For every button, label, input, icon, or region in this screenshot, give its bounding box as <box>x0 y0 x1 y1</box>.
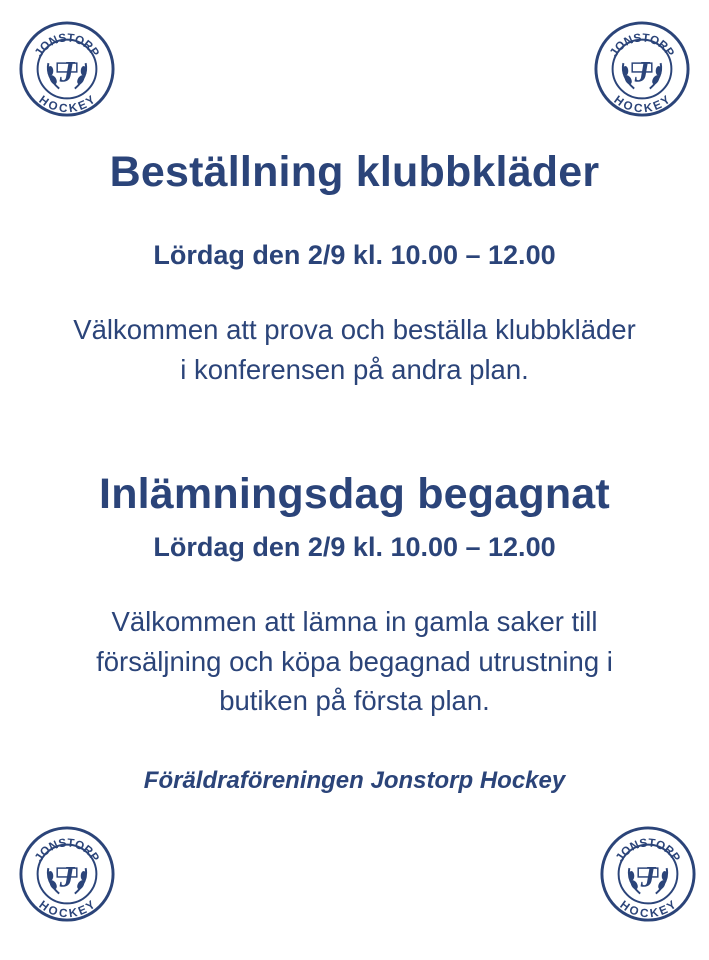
section1-datetime: Lördag den 2/9 kl. 10.00 – 12.00 <box>153 240 556 270</box>
section2-title: Inlämningsdag begagnat <box>99 470 610 518</box>
logo-emblem-icon <box>18 825 116 923</box>
svg-text:HOCKEY: HOCKEY <box>617 898 679 921</box>
logo-emblem-icon <box>593 20 691 118</box>
svg-text:JONSTORP: JONSTORP <box>613 836 683 865</box>
svg-text:J: J <box>59 861 75 894</box>
svg-text:J: J <box>59 56 75 89</box>
jonstorp-hockey-logo <box>18 825 116 923</box>
svg-text:HOCKEY: HOCKEY <box>36 898 98 921</box>
jonstorp-hockey-logo <box>593 20 691 118</box>
section1-text-line2: i konferensen på andra plan. <box>180 354 529 385</box>
svg-text:J: J <box>634 56 650 89</box>
svg-text:JONSTORP: JONSTORP <box>607 31 677 60</box>
section2-text-line1: Välkommen att lämna in gamla saker till <box>111 606 598 637</box>
svg-text:J: J <box>640 861 656 894</box>
section1-text-line1: Välkommen att prova och beställa klubbkläder <box>73 314 636 345</box>
section2-datetime: Lördag den 2/9 kl. 10.00 – 12.00 <box>153 532 556 562</box>
organizer-signature: Föräldraföreningen Jonstorp Hockey <box>143 767 566 794</box>
jonstorp-hockey-logo <box>599 825 697 923</box>
svg-text:JONSTORP: JONSTORP <box>32 31 102 60</box>
svg-text:HOCKEY: HOCKEY <box>36 93 98 116</box>
svg-text:HOCKEY: HOCKEY <box>611 93 673 116</box>
logo-emblem-icon <box>599 825 697 923</box>
section2-text-line3: butiken på första plan. <box>219 685 490 716</box>
svg-text:JONSTORP: JONSTORP <box>32 836 102 865</box>
section1-title: Beställning klubbkläder <box>109 148 600 196</box>
jonstorp-hockey-logo <box>18 20 116 118</box>
logo-emblem-icon <box>18 20 116 118</box>
section2-text-line2: försäljning och köpa begagnad utrustning i <box>96 646 613 677</box>
